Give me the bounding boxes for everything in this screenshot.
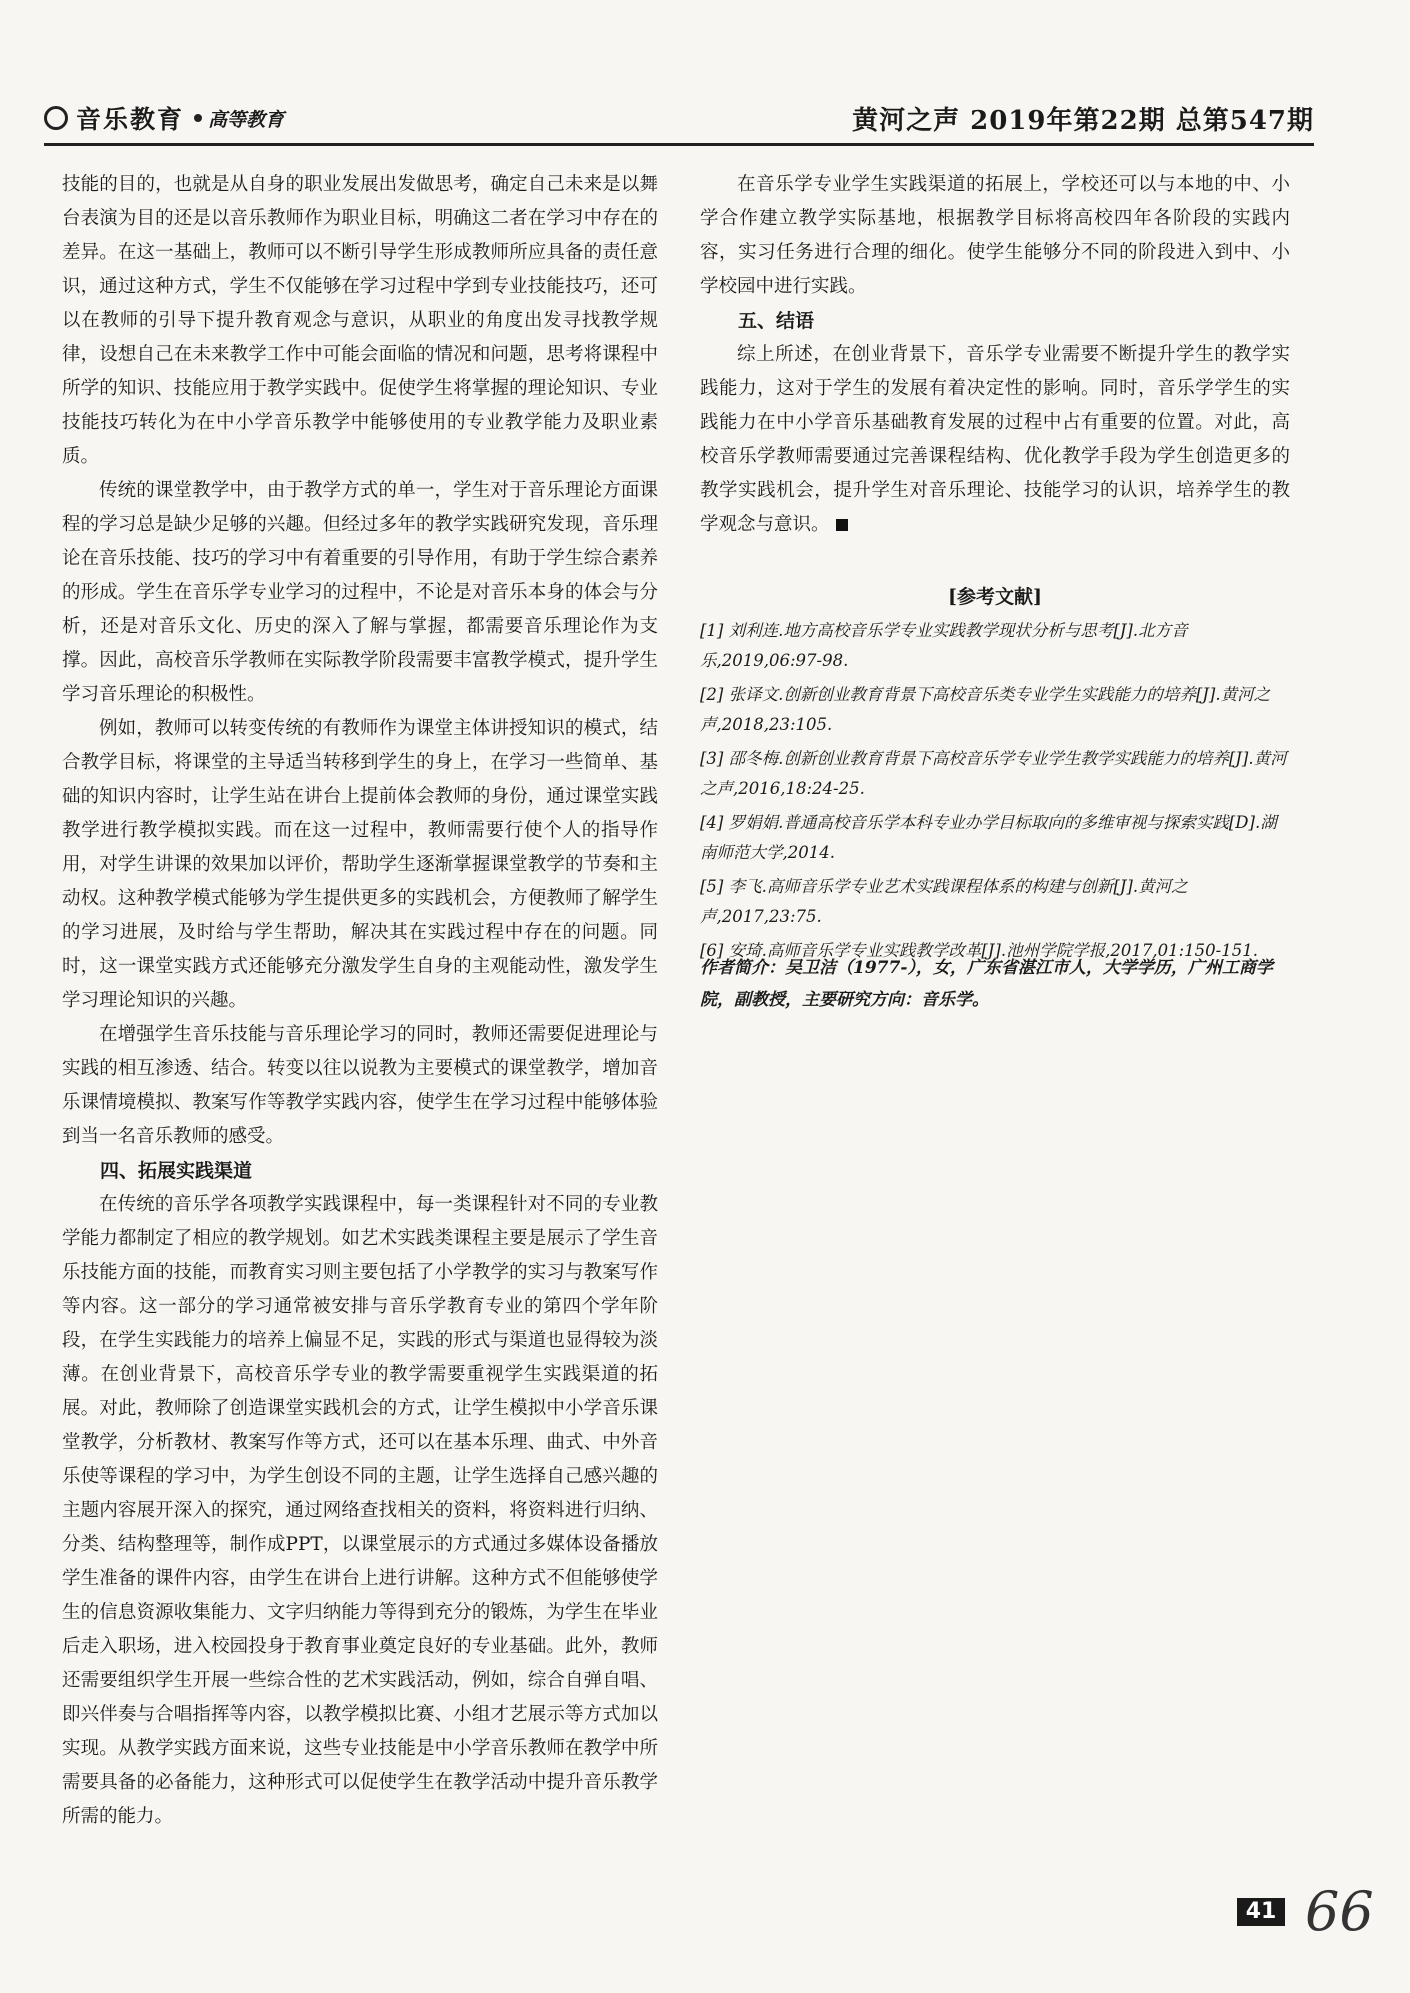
subsection-title: 高等教育 — [208, 108, 285, 131]
right-column — [700, 168, 1290, 542]
paragraph: 例如，教师可以转变传统的有教师作为课堂主体讲授知识的模式，结合教学目标，将课堂的主导适当转移到学生的身上，在学习一些简单、基础的知识内容时，让学生站在讲台上提前体会教师的身份，通过课堂实践教学进行教学模拟实践。而在这一过程中，教师需要行使个人的指导作用，对学生讲课的效果加以评价，帮助学生逐渐掌握课堂教学的节奏和主动权。这种教学模式能够为学生提供更多的实践机会，方便教师了解学生的学习进展，及时给与学生帮助，解决其在实践过程中存在的问题。同时，这一课堂实践方式还能够充分激发学生自身的主观能动性，激发学生学习理论知识的兴趣。 — [62, 718, 658, 1011]
paragraph: 传统的课堂教学中，由于教学方式的单一，学生对于音乐理论方面课程的学习总是缺少足够的兴趣。但经过多年的教学实践研究发现，音乐理论在音乐技能、技巧的学习中有着重要的引导作用，有助于学生综合素养的形成。学生在音乐学专业学习的过程中，不论是对音乐本身的体会与分析，还是对音乐文化、历史的深入了解与掌握，都需要音乐理论作为支撑。因此，高校音乐学教师在实际教学阶段需要丰富教学模式，提升学生学习音乐理论的积极性。 — [62, 480, 658, 705]
left-column — [62, 168, 658, 1834]
reference-item: [4] 罗娟娟.普通高校音乐学本科专业办学目标取向的多维审视与探索实践[D].湖南师范大学,2014. — [700, 813, 1277, 862]
bullet-icon — [194, 114, 202, 122]
header-rule — [44, 143, 1314, 146]
paragraph: 在增强学生音乐技能与音乐理论学习的同时，教师还需要促进理论与实践的相互渗透、结合。转变以往以说教为主要模式的课堂教学，增加音乐课情境模拟、教案写作等教学实践内容，使学生在学习过程中能够体验到当一名音乐教师的感受。 — [62, 1024, 658, 1147]
section-label — [44, 100, 284, 136]
page-number: 41 — [1237, 1898, 1285, 1926]
paragraph: 在音乐学专业学生实践渠道的拓展上，学校还可以与本地的中、小学合作建立教学实际基地，根据教学目标将高校四年各阶段的实践内容，实习任务进行合理的细化。使学生能够分不同的阶段进入到中、小学校园中进行实践。 — [700, 174, 1290, 297]
section-title: 音乐教育 — [76, 105, 185, 134]
circle-icon — [44, 106, 68, 130]
section-heading-5: 五、结语 — [738, 310, 815, 332]
reference-item: [3] 邵冬梅.创新创业教育背景下高校音乐学专业学生教学实践能力的培养[J].黄河之声,2016,18:24-25. — [700, 749, 1287, 798]
journal-issue: 黄河之声 2019年第22期 总第547期 — [852, 106, 1314, 136]
end-mark-icon — [836, 519, 848, 531]
references — [700, 582, 1290, 970]
page-header — [44, 100, 1314, 140]
conclusion-text: 综上所述，在创业背景下，音乐学专业需要不断提升学生的教学实践能力，这对于学生的发展有着决定性的影响。同时，音乐学学生的实践能力在中小学音乐基础教育发展的过程中占有重要的位置。对此，高校音乐学教师需要通过完善课程结构、优化教学手段为学生创造更多的教学实践机会，提升学生对音乐理论、技能学习的认识，培养学生的教学观念与意识。 — [700, 344, 1290, 535]
reference-item: [2] 张译文.创新创业教育背景下高校音乐类专业学生实践能力的培养[J].黄河之声,2018,23:105. — [700, 685, 1271, 734]
handwritten-note: 66 — [1305, 1880, 1374, 1943]
reference-item: [1] 刘利连.地方高校音乐学专业实践教学现状分析与思考[J].北方音乐,2019,06:97-98. — [700, 621, 1188, 670]
paragraph — [700, 338, 1290, 542]
references-title: [参考文献] — [948, 586, 1042, 608]
section-heading-4: 四、拓展实践渠道 — [100, 1160, 253, 1182]
reference-item: [5] 李飞.高师音乐学专业艺术实践课程体系的构建与创新[J].黄河之声,2017,23:75. — [700, 877, 1188, 926]
reference-item: [6] 安琦.高师音乐学专业实践教学改革[J].池州学院学报,2017,01:150-151. — [700, 941, 1258, 960]
paragraph: 技能的目的，也就是从自身的职业发展出发做思考，确定自己未来是以舞台表演为目的还是以音乐教师作为职业目标，明确这二者在学习中存在的差异。在这一基础上，教师可以不断引导学生形成教师所应具备的责任意识，通过这种方式，学生不仅能够在学习过程中学到专业技能技巧，还可以在教师的引导下提升教育观念与意识，从职业的角度出发寻找教学规律，设想自己在未来教学工作中可能会面临的情况和问题，思考将课程中所学的知识、技能应用于教学实践中。促使学生将掌握的理论知识、专业技能技巧转化为在中小学音乐教学中能够使用的专业教学能力及职业素质。 — [62, 174, 658, 467]
author-note: 作者简介：吴卫洁（1977-），女，广东省湛江市人，大学学历，广州工商学院，副教授，主要研究方向：音乐学。 — [700, 958, 1273, 1010]
paragraph: 在传统的音乐学各项教学实践课程中，每一类课程针对不同的专业教学能力都制定了相应的教学规划。如艺术实践类课程主要是展示了学生音乐技能方面的技能，而教育实习则主要包括了小学教学的实习与教案写作等内容。这一部分的学习通常被安排与音乐学教育专业的第四个学年阶段，在学生实践能力的培养上偏显不足，实践的形式与渠道也显得较为淡薄。在创业背景下，高校音乐学专业的教学需要重视学生实践渠道的拓展。对此，教师除了创造课堂实践机会的方式，让学生模拟中小学音乐课堂教学，分析教材、教案写作等方式，还可以在基本乐理、曲式、中外音乐使等课程的学习中，为学生创设不同的主题，让学生选择自己感兴趣的主题内容展开深入的探究，通过网络查找相关的资料，将资料进行归纳、分类、结构整理等，制作成PPT，以课堂展示的方式通过多媒体设备播放学生准备的课件内容，由学生在讲台上进行讲解。这种方式不但能够使学生的信息资源收集能力、文字归纳能力等得到充分的锻炼，为学生在毕业后走入职场，进入校园投身于教育事业奠定良好的专业基础。此外，教师还需要组织学生开展一些综合性的艺术实践活动，例如，综合自弹自唱、即兴伴奏与合唱指挥等内容，以教学模拟比赛、小组才艺展示等方式加以实现。从教学实践方面来说，这些专业技能是中小学音乐教师在教学中所需要具备的必备能力，这种形式可以促使学生在教学活动中提升音乐教学所需的能力。 — [62, 1194, 658, 1827]
